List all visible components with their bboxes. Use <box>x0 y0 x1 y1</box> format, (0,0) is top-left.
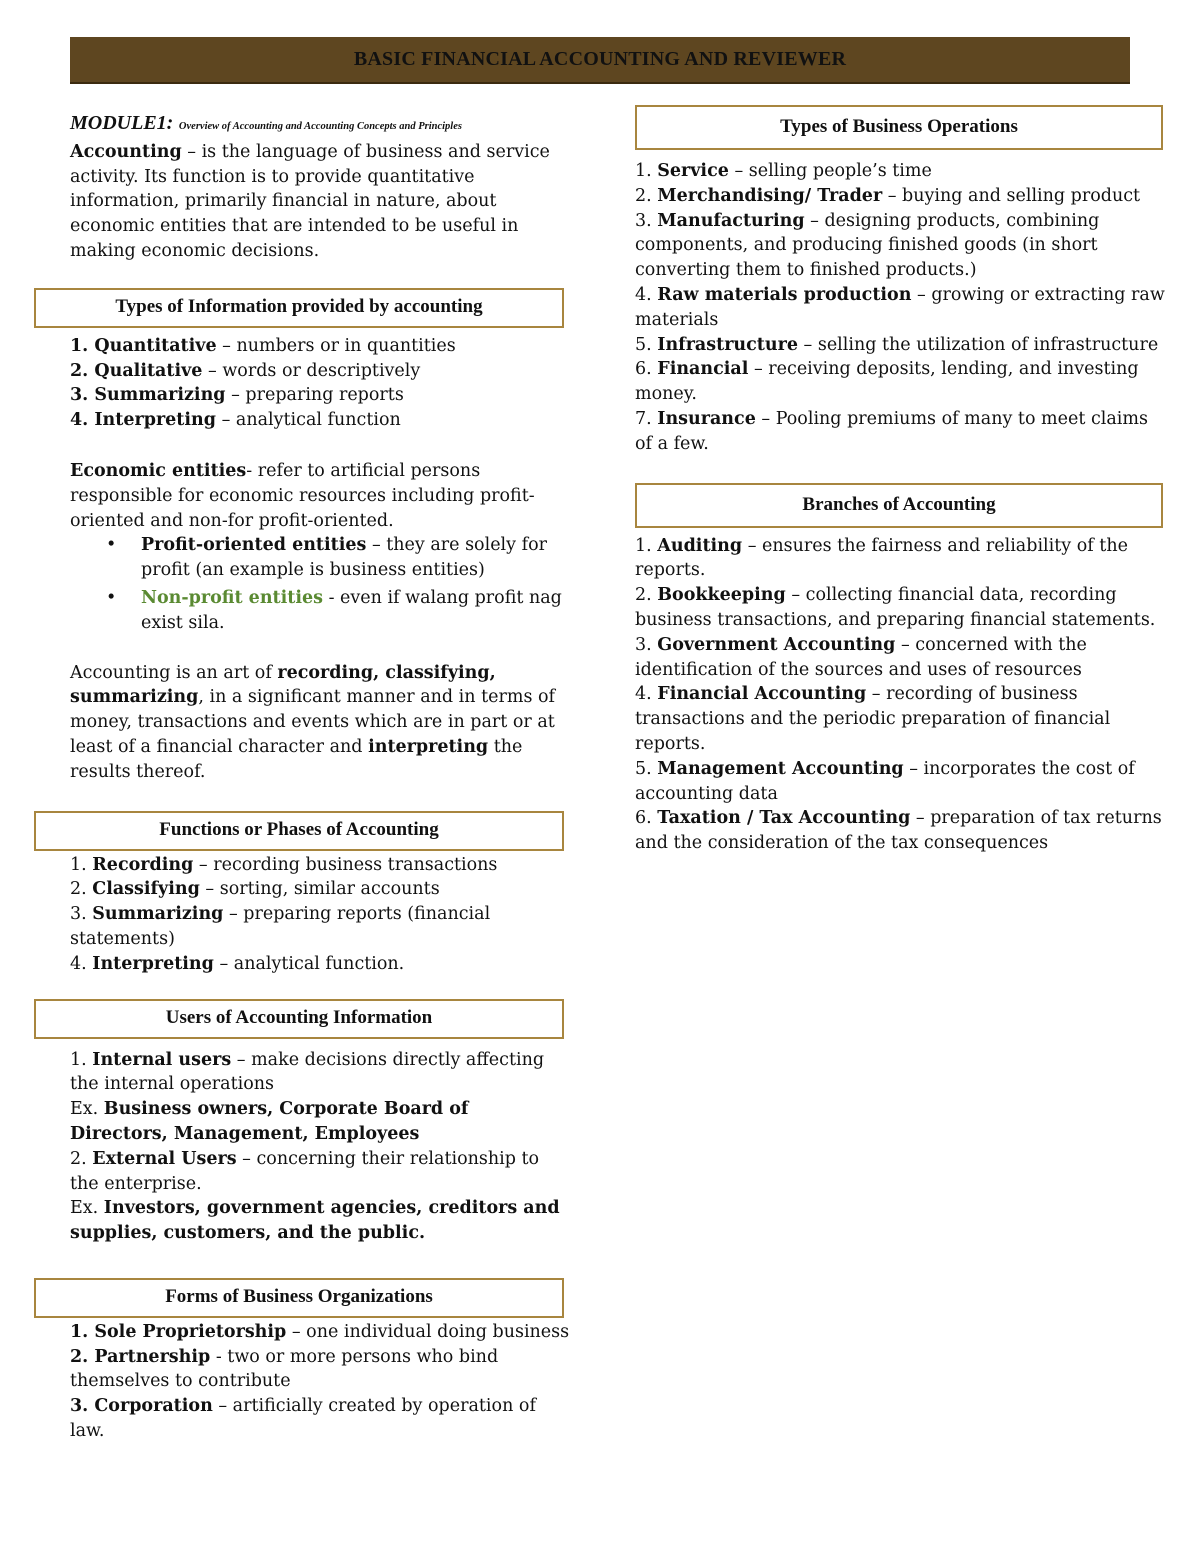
forms-list <box>70 1320 570 1444</box>
economic-entities-paragraph: Economic entities- refer to artificial persons responsible for economic resources including profit-oriented and non-for profit-oriented. <box>70 460 535 531</box>
info-types-heading-label: Types of Information provided by accounting <box>115 296 483 318</box>
forms-heading-label: Forms of Business Organizations <box>165 1286 433 1308</box>
branches-heading <box>635 483 1163 528</box>
bullet-item: • Profit-oriented entities – they are solely for profit (an example is business entities) <box>106 535 547 581</box>
info-types-list <box>70 334 570 433</box>
definition-text: – is the language of business and service activity. Its function is to provide quantitative information, primarily financial in nature, about economic entities that are intended to be useful in making economic decisions. <box>70 141 550 261</box>
left-column <box>70 111 570 1444</box>
functions-heading-label: Functions or Phases of Accounting <box>159 819 439 841</box>
branches-list <box>635 534 1165 856</box>
forms-heading <box>34 1278 564 1318</box>
right-column <box>635 105 1165 856</box>
list-item: 3. Corporation – artificially created by operation of law. <box>70 1396 536 1442</box>
example-line: Ex. Business owners, Corporate Board of Directors, Management, Employees <box>70 1099 469 1144</box>
list-item: 5. Management Accounting – incorporates the cost of accounting data <box>635 758 1135 804</box>
list-item: 2. Classifying – sorting, similar accounts <box>70 879 440 900</box>
module-heading <box>70 111 570 140</box>
list-item: 4. Interpreting – analytical function. <box>70 953 405 974</box>
bullet-icon: • <box>106 587 117 608</box>
example-line: Ex. Investors, government agencies, creditors and supplies, customers, and the public. <box>70 1198 560 1244</box>
document-title: BASIC FINANCIAL ACCOUNTING AND REVIEWER <box>353 48 847 70</box>
functions-heading <box>34 811 564 851</box>
list-item: 5. Infrastructure – selling the utilization of infrastructure <box>635 334 1159 355</box>
list-item: 4. Interpreting – analytical function <box>70 410 401 431</box>
operations-heading-label: Types of Business Operations <box>780 116 1018 138</box>
list-item: 3. Summarizing – preparing reports <box>70 385 404 406</box>
entity-bullets <box>70 533 570 635</box>
users-heading <box>34 999 564 1039</box>
branches-heading-label: Branches of Accounting <box>802 493 996 515</box>
module-label: MODULE1: <box>70 112 174 134</box>
list-item: 4. Raw materials production – growing or extracting raw materials <box>635 284 1165 330</box>
info-types-heading <box>34 288 564 328</box>
bullet-icon: • <box>106 535 117 556</box>
list-item: 2. Merchandising/ Trader – buying and selling product <box>635 185 1141 206</box>
list-item: 1. Internal users – make decisions directly affecting the internal operations <box>70 1049 545 1095</box>
list-item: 6. Taxation / Tax Accounting – preparation of tax returns and the consideration of the tax consequences <box>635 808 1162 854</box>
users-heading-label: Users of Accounting Information <box>165 1007 433 1029</box>
list-item: 2. External Users – concerning their relationship to the enterprise. <box>70 1148 540 1194</box>
bullet-item: • Non-profit entities - even if walang profit nag exist sila. <box>106 587 562 633</box>
functions-list <box>70 853 570 977</box>
list-item: 3. Manufacturing – designing products, combining components, and producing finished goods (in short converting them to finished products.) <box>635 210 1100 281</box>
list-item: 2. Qualitative – words or descriptively <box>70 360 421 381</box>
list-item: 1. Service – selling people’s time <box>635 161 932 181</box>
list-item: 6. Financial – receiving deposits, lending, and investing money. <box>635 359 1139 405</box>
operations-heading <box>635 105 1163 150</box>
list-item: 2. Bookkeeping – collecting financial data, recording business transactions, and preparing financial statements. <box>635 585 1156 630</box>
list-item: 4. Financial Accounting – recording of business transactions and the periodic preparation of financial reports. <box>635 684 1111 754</box>
accounting-definition <box>70 140 570 264</box>
title-bar <box>70 37 1130 84</box>
list-item: 2. Partnership - two or more persons who bind themselves to contribute <box>70 1346 499 1392</box>
list-item: 7. Insurance – Pooling premiums of many to meet claims of a few. <box>635 408 1148 454</box>
list-item: 1. Auditing – ensures the fairness and reliability of the reports. <box>635 535 1128 581</box>
operations-list <box>635 159 1165 457</box>
list-item: 1. Sole Proprietorship – one individual doing business <box>70 1321 570 1342</box>
definition-term: Accounting <box>70 141 182 162</box>
list-item: 1. Quantitative – numbers or in quantities <box>70 335 456 356</box>
list-item: 3. Summarizing – preparing reports (financial statements) <box>70 904 491 949</box>
list-item: 3. Government Accounting – concerned with the identification of the sources and uses of resources <box>635 634 1087 680</box>
users-list <box>70 1048 570 1246</box>
accounting-art-paragraph: Accounting is an art of recording, classifying, summarizing, in a significant manner and in terms of money, transactions and events which are in part or at least of a financial character and interpreting the results thereof. <box>70 662 556 782</box>
list-item: 1. Recording – recording business transactions <box>70 854 498 875</box>
module-subtitle: Overview of Accounting and Accounting Concepts and Principles <box>178 121 462 132</box>
